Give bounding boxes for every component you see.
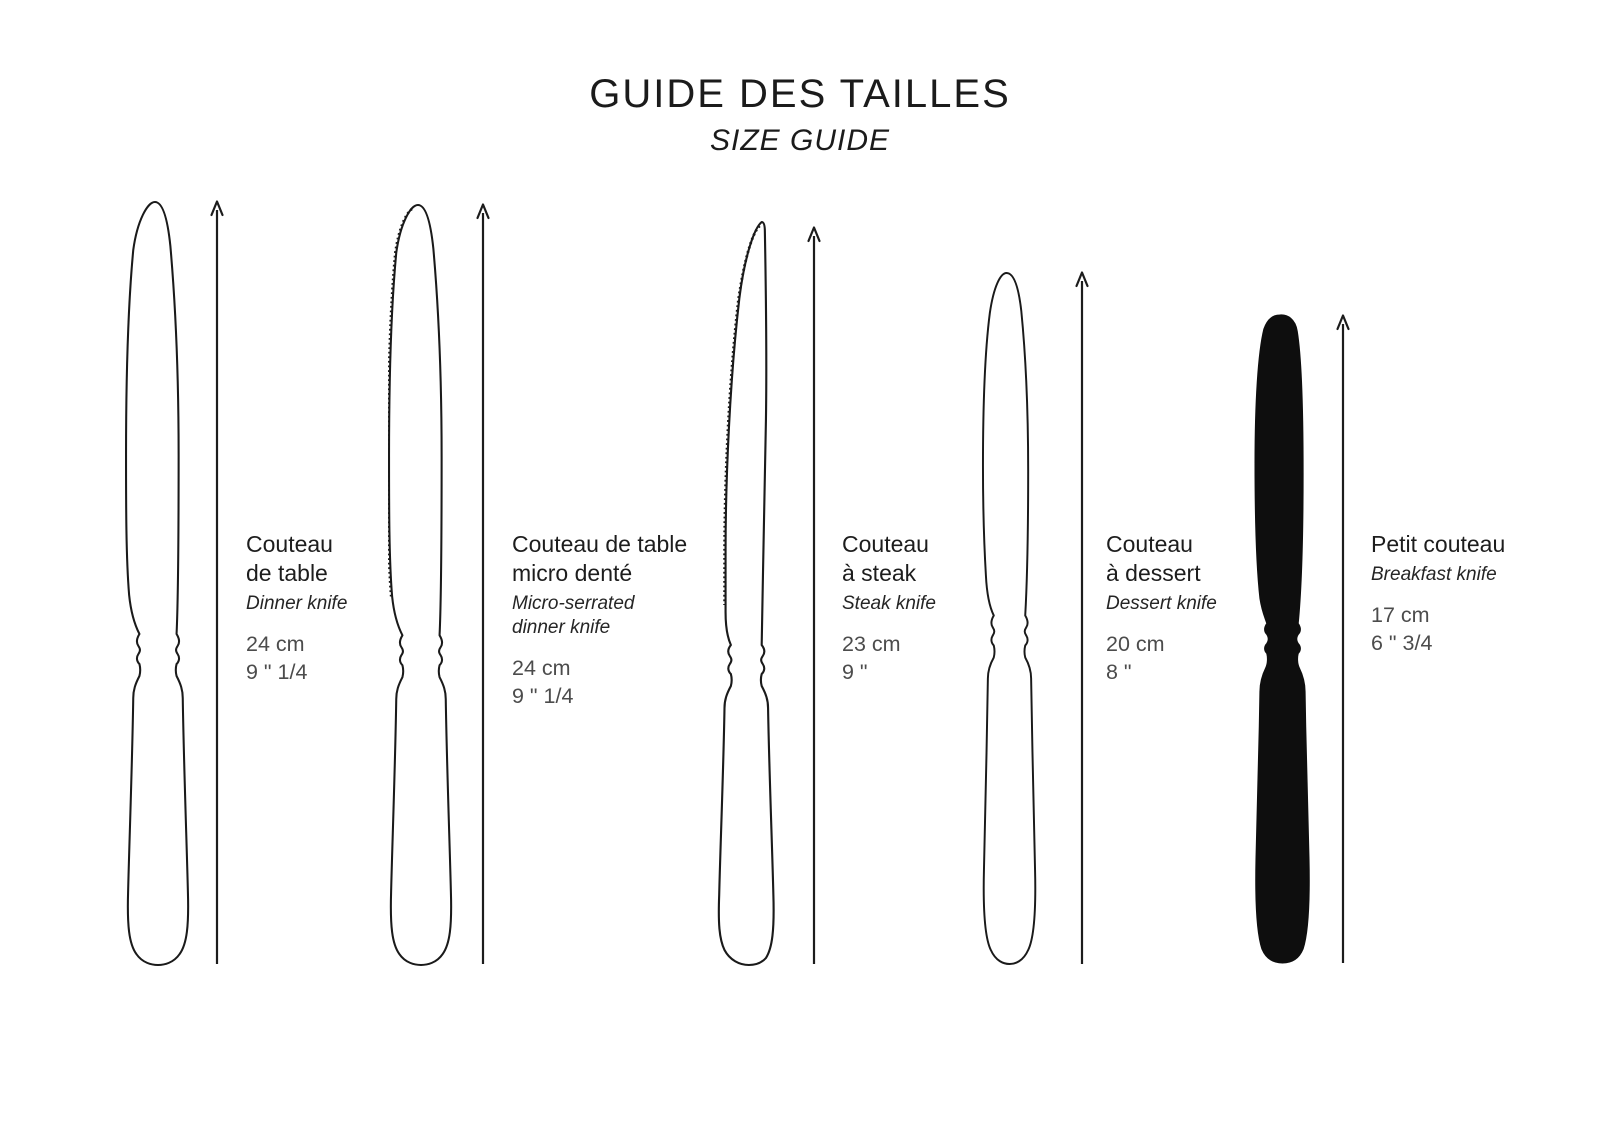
knife-dimensions: 17 cm 6 " 3/4 [1371,603,1433,655]
steak-knife-height-arrow [806,226,822,966]
dessert-knife-label [1106,530,1356,686]
dessert-knife-height-arrow [1074,271,1090,966]
knife-name-english: Dinner knife [246,593,348,614]
knife-name-english: Breakfast knife [1371,564,1497,585]
knife-dimensions: 24 cm 9 " 1/4 [512,656,574,708]
page-subtitle: SIZE GUIDE [709,124,891,157]
dinner-knife-icon [125,200,191,966]
knife-name-english: Steak knife [842,593,936,614]
knife-name-english: Dessert knife [1106,593,1217,614]
knife-name: Couteau à dessert [1106,531,1201,586]
page-title: GUIDE DES TAILLES [589,72,1011,116]
dinner-knife-label [246,530,496,686]
breakfast-knife-icon [1254,313,1311,965]
knife-name-english: Micro-serrated dinner knife [512,593,635,638]
knife-name: Couteau de table [246,531,333,586]
micro-serrated-dinner-knife-height-arrow [475,203,491,966]
page-header [0,72,1600,158]
steak-knife-label [842,530,1092,686]
dinner-knife-height-arrow [209,200,225,966]
micro-serrated-dinner-knife-icon [388,203,454,966]
knife-name: Couteau de table micro denté [512,531,688,586]
knife-dimensions: 23 cm 9 " [842,632,901,684]
dessert-knife-icon [981,271,1038,966]
knife-dimensions: 24 cm 9 " 1/4 [246,632,308,684]
knife-name: Petit couteau [1371,531,1506,557]
knife-name: Couteau à steak [842,531,929,586]
steak-knife-icon [716,220,784,966]
breakfast-knife-height-arrow [1335,314,1351,965]
knife-dimensions: 20 cm 8 " [1106,632,1165,684]
breakfast-knife-label [1371,530,1600,657]
